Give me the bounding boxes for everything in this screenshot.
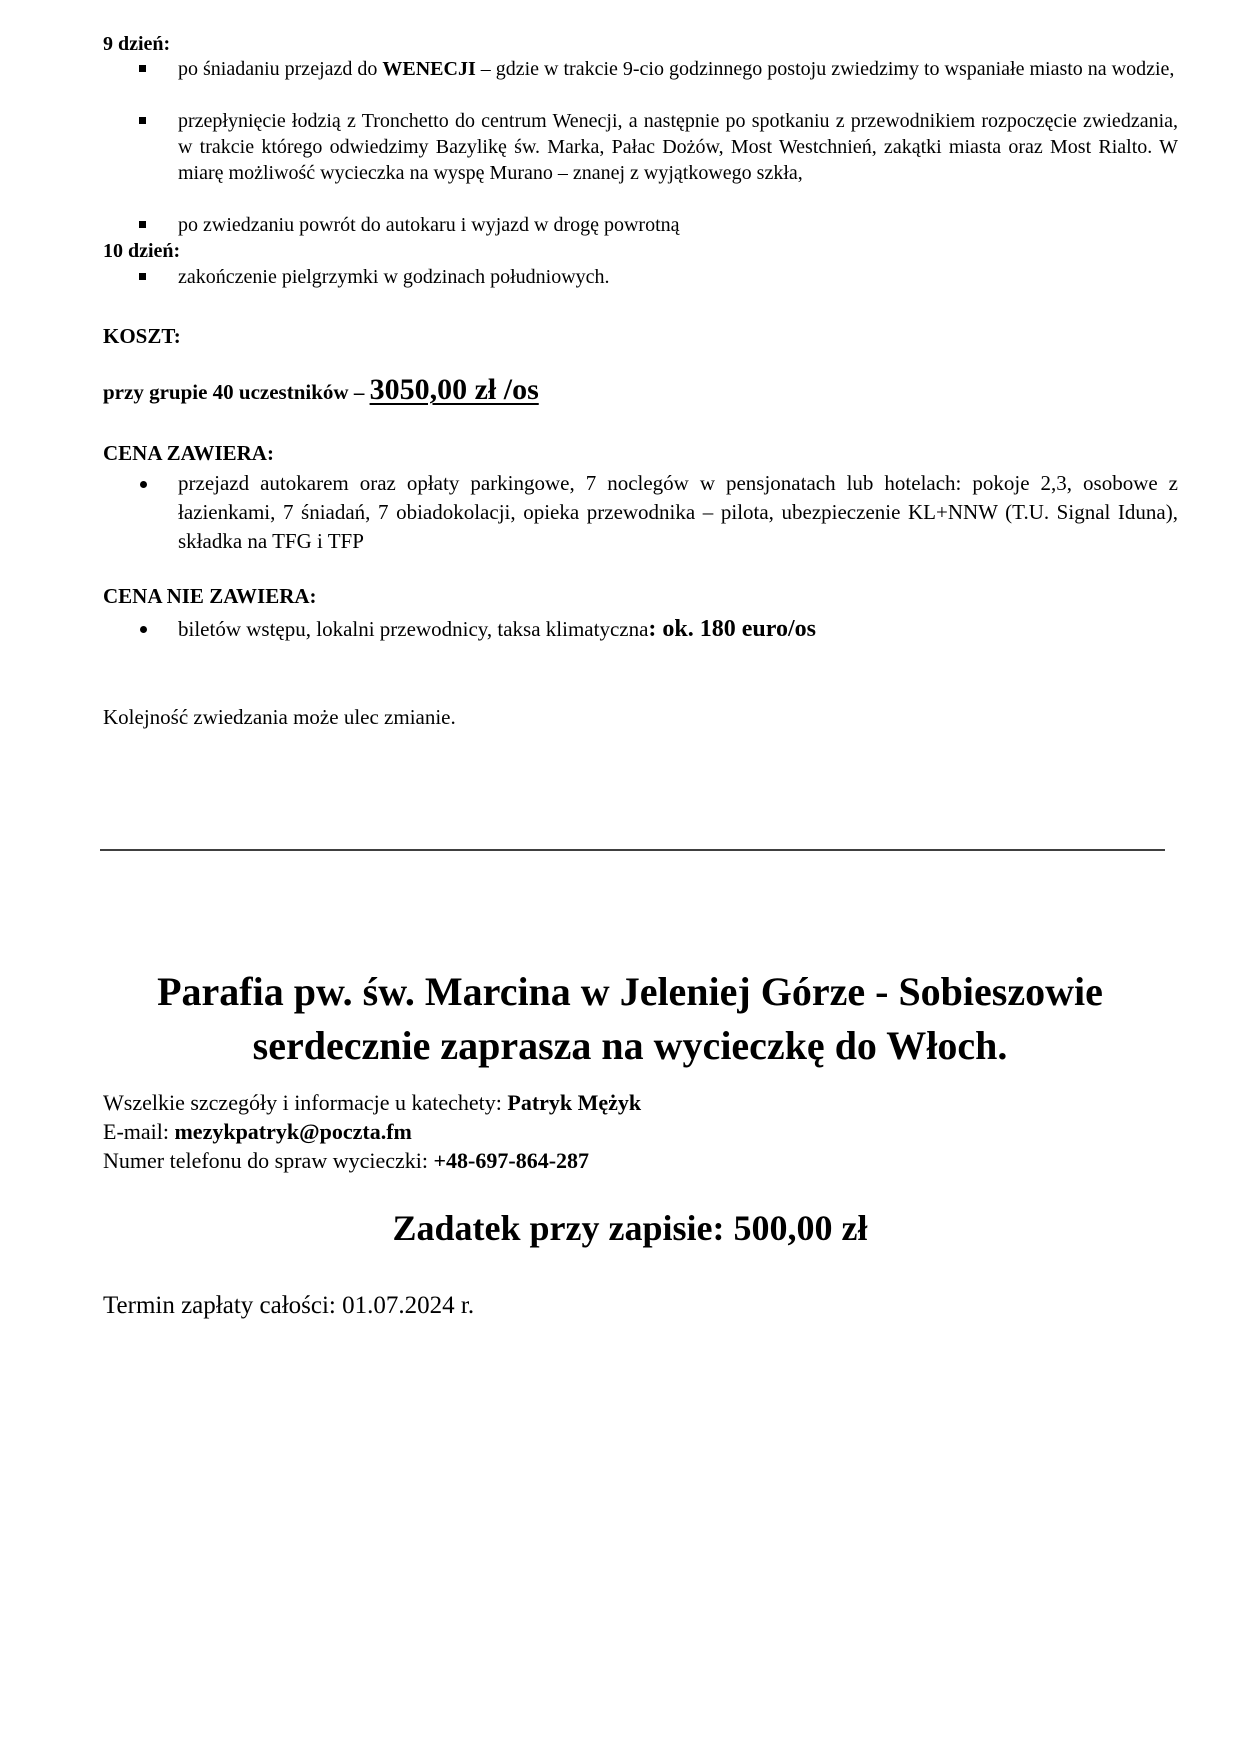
payment-deadline: Termin zapłaty całości: 01.07.2024 r. [103, 1292, 475, 1319]
excludes-item [178, 614, 1178, 644]
bullet-square-icon [139, 65, 146, 72]
invitation-line-2: serdecznie zaprasza na wycieczkę do Włoch. [252, 1023, 1008, 1068]
day-9-item-3: po zwiedzaniu powrót do autokaru i wyjazd w drogę powrotną [178, 214, 680, 236]
day-9-item-1-after: – gdzie w trakcie 9-cio godzinnego postoju zwiedzimy to wspaniałe miasto na wodzie, [475, 58, 1175, 80]
divider-line [100, 849, 1165, 851]
excludes-item-amount: : ok. 180 euro/os [648, 616, 816, 642]
contact-info-line [103, 1088, 641, 1118]
invitation-heading [60, 965, 1200, 1073]
includes-item: przejazd autokarem oraz opłaty parkingowe, 7 noclegów w pensjonatach lub hotelach: pokoje 2,3, osobowe z łazienkami, 7 śniadań, 7 obiadokolacji, opieka przewodnika – pilota, ubezpieczenie KL+NNW (T.U. Signal Iduna), składka na TFG i TFP [178, 471, 1178, 553]
bullet-dot-icon [140, 481, 147, 488]
cost-heading: KOSZT: [103, 324, 181, 348]
excludes-heading: CENA NIE ZAWIERA: [103, 584, 317, 608]
day-9-item-1 [178, 56, 1178, 82]
day-10-heading: 10 dzień: [103, 240, 181, 262]
contact-phone: +48-697-864-287 [433, 1148, 590, 1173]
venice-highlight: WENECJI [382, 58, 476, 80]
day-10-item-1: zakończenie pielgrzymki w godzinach południowych. [178, 266, 610, 288]
day-9-heading: 9 dzień: [103, 33, 171, 55]
contact-phone-label: Numer telefonu do spraw wycieczki: [103, 1148, 434, 1173]
cost-group-label: przy grupie 40 uczestników – [103, 380, 370, 404]
contact-phone-line [103, 1146, 589, 1176]
contact-info-label: Wszelkie szczegóły i informacje u katechety: [103, 1090, 508, 1115]
contact-email-label: E-mail: [103, 1119, 175, 1144]
contact-email-line [103, 1117, 412, 1147]
contact-email: mezykpatryk@poczta.fm [174, 1119, 412, 1144]
excludes-item-text: biletów wstępu, lokalni przewodnicy, taksa klimatyczna [178, 617, 649, 641]
day-9-item-1-before: po śniadaniu przejazd do [178, 58, 383, 80]
order-note: Kolejność zwiedzania może ulec zmianie. [103, 705, 456, 729]
includes-heading: CENA ZAWIERA: [103, 441, 274, 465]
bullet-dot-icon [140, 626, 147, 633]
cost-line [103, 372, 539, 410]
bullet-square-icon [139, 117, 146, 124]
bullet-square-icon [139, 221, 146, 228]
bullet-square-icon [139, 273, 146, 280]
invitation-line-1: Parafia pw. św. Marcina w Jeleniej Górze - Sobieszowie [157, 969, 1103, 1014]
deposit-heading: Zadatek przy zapisie: 500,00 zł [392, 1208, 868, 1248]
contact-name: Patryk Mężyk [507, 1090, 642, 1115]
cost-price: 3050,00 zł /os [369, 373, 539, 406]
day-9-item-2: przepłynięcie łodzią z Tronchetto do centrum Wenecji, a następnie po spotkaniu z przewodnikiem rozpoczęcie zwiedzania, w trakcie którego odwiedzimy Bazylikę św. Marka, Pałac Dożów, Most Westchnień, zakątki miasta oraz Most Rialto. W miarę możliwość wycieczka na wyspę Murano – znanej z wyjątkowego szkła, [178, 110, 1178, 184]
